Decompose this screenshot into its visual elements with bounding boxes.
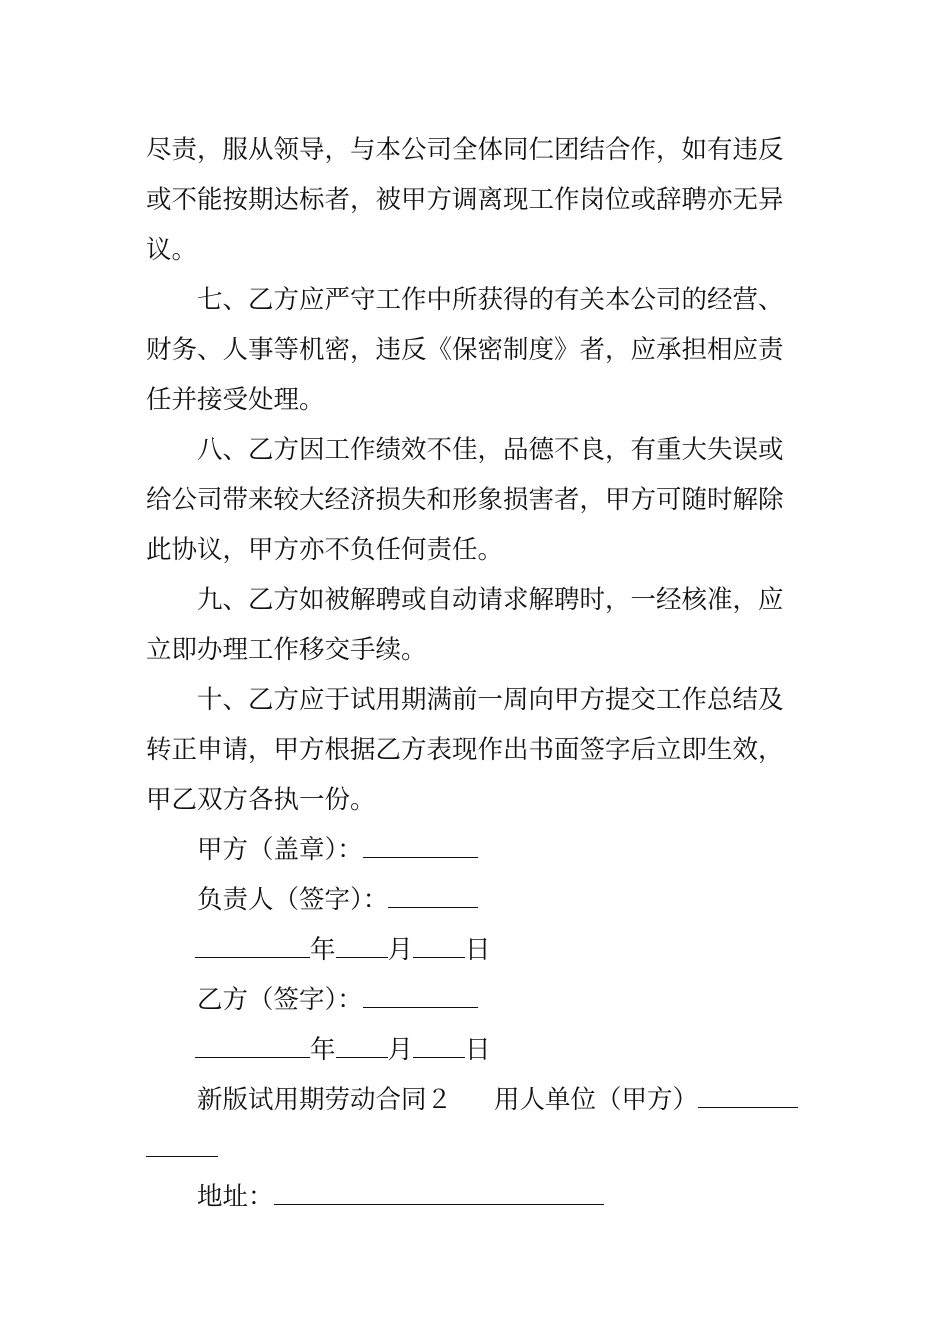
clause-7-line-2: 财务、人事等机密，违反《保密制度》者，应承担相应责 bbox=[146, 335, 784, 365]
address-row bbox=[197, 1180, 817, 1214]
year-label-b: 年 bbox=[310, 1035, 336, 1065]
clause-6-line-3: 议。 bbox=[146, 235, 198, 265]
year-blank-a[interactable] bbox=[195, 933, 310, 958]
month-blank-a[interactable] bbox=[336, 933, 388, 958]
address-blank[interactable] bbox=[274, 1180, 604, 1205]
date-row-b bbox=[195, 1033, 865, 1067]
day-blank-a[interactable] bbox=[413, 933, 465, 958]
day-label-a: 日 bbox=[465, 935, 491, 965]
party-a-seal-blank[interactable] bbox=[363, 833, 478, 858]
date-row-a bbox=[195, 933, 865, 967]
clause-9-line-2: 立即办理工作移交手续。 bbox=[146, 635, 427, 665]
year-blank-b[interactable] bbox=[195, 1033, 310, 1058]
party-a-seal-label: 甲方（盖章）： bbox=[197, 835, 363, 865]
responsible-sign-blank[interactable] bbox=[388, 883, 478, 908]
clause-6-line-2: 或不能按期达标者，被甲方调离现工作岗位或辞聘亦无异 bbox=[146, 185, 784, 215]
responsible-sign-row bbox=[197, 883, 817, 917]
party-a-seal-row bbox=[197, 833, 817, 867]
day-blank-b[interactable] bbox=[413, 1033, 465, 1058]
clause-10-line-1: 十、乙方应于试用期满前一周向甲方提交工作总结及 bbox=[197, 685, 784, 715]
month-label-a: 月 bbox=[387, 935, 414, 965]
clause-7-line-3: 任并接受处理。 bbox=[146, 385, 325, 415]
clause-8-line-2: 给公司带来较大经济损失和形象损害者，甲方可随时解除 bbox=[146, 485, 784, 515]
clause-7-line-1: 七、乙方应严守工作中所获得的有关本公司的经营、 bbox=[197, 285, 784, 315]
party-b-sign-label: 乙方（签字）： bbox=[197, 985, 363, 1015]
month-blank-b[interactable] bbox=[336, 1033, 388, 1058]
responsible-sign-label: 负责人（签字）： bbox=[197, 885, 389, 915]
year-label-a: 年 bbox=[310, 935, 336, 965]
month-label-b: 月 bbox=[387, 1035, 414, 1065]
party-b-sign-blank[interactable] bbox=[363, 983, 478, 1008]
employer-blank[interactable] bbox=[698, 1083, 798, 1108]
address-label: 地址： bbox=[197, 1182, 274, 1212]
clause-8-line-1: 八、乙方因工作绩效不佳，品德不良，有重大失误或 bbox=[197, 435, 784, 465]
clause-10-line-3: 甲乙双方各执一份。 bbox=[146, 785, 376, 815]
clause-8-line-3: 此协议，甲方亦不负任何责任。 bbox=[146, 535, 504, 565]
next-contract-title: 新版试用期劳动合同２ bbox=[197, 1085, 453, 1115]
employer-blank-continuation[interactable] bbox=[146, 1156, 218, 1157]
employer-label: 用人单位（甲方） bbox=[494, 1085, 699, 1115]
clause-6-line-1: 尽责，服从领导，与本公司全体同仁团结合作，如有违反 bbox=[146, 135, 784, 165]
day-label-b: 日 bbox=[465, 1035, 491, 1065]
next-contract-row bbox=[197, 1083, 817, 1117]
party-b-sign-row bbox=[197, 983, 817, 1017]
clause-10-line-2: 转正申请，甲方根据乙方表现作出书面签字后立即生效， bbox=[146, 735, 784, 765]
clause-9-line-1: 九、乙方如被解聘或自动请求解聘时，一经核准，应 bbox=[197, 585, 784, 615]
